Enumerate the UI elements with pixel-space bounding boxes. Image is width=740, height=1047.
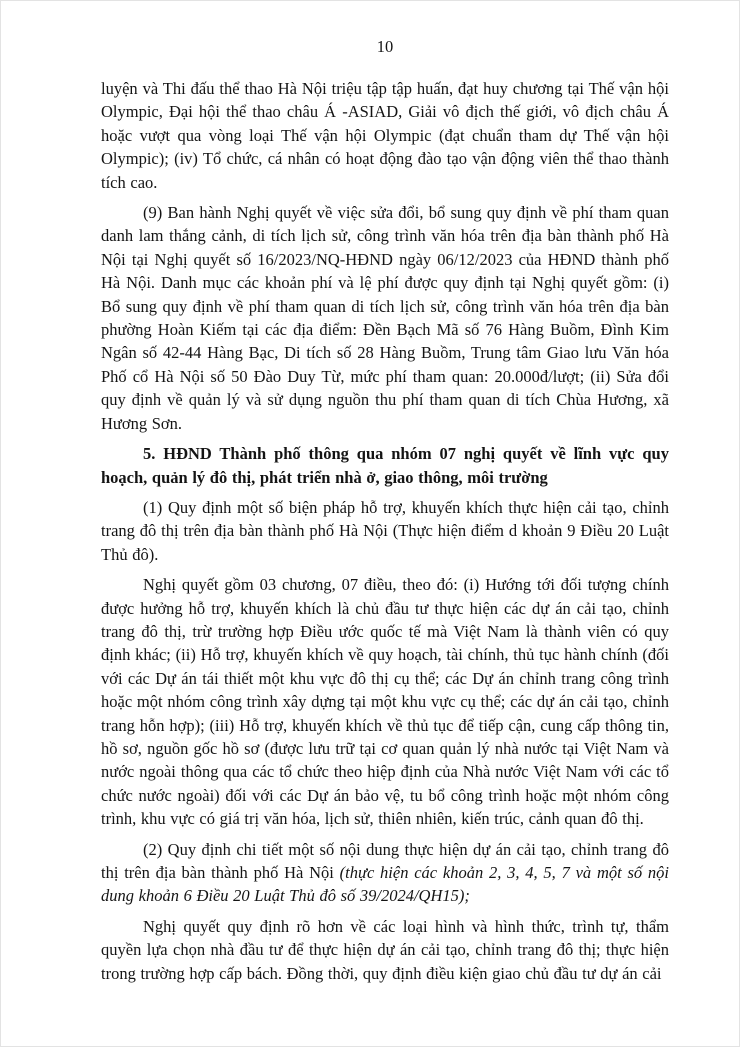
page-number: 10 [376,37,394,56]
paragraph-investor-selection: Nghị quyết quy định rõ hơn về các loại hình và hình thức, trình tự, thẩm quyền lựa chọn nhà đầu tư để thực hiện dự án cải tạo, chỉnh trang đô thị; thực hiện trong trường hợp cấp bách. Đồng thời, quy định điều kiện giao chủ đầu tư dự án cải [101,916,669,983]
paragraph-item-1-urban-renovation-support: (1) Quy định một số biện pháp hỗ trợ, khuyến khích thực hiện cải tạo, chỉnh trang đô thị trên địa bàn thành phố Hà Nội (Thực hiện điểm d khoản 9 Điều 20 Luật Thủ đô). [101,497,669,564]
paragraph-run-italic-legal-reference: (thực hiện các khoản 2, 3, 4, 5, 7 và một số nội dung khoản 6 Điều 20 Luật Thủ đô số 39/2024/QH15); [101,863,669,906]
paragraph-item-9-fees-resolution: (9) Ban hành Nghị quyết về việc sửa đổi, bổ sung quy định về phí tham quan danh lam thắng cảnh, di tích lịch sử, công trình văn hóa trên địa bàn thành phố Hà Nội tại Nghị quyết số 16/2023/NQ-HĐND ngày 06/12/2023 của HĐND thành phố Hà Nội. Danh mục các khoản phí và lệ phí được quy định tại Nghị quyết gồm: (i) Bổ sung quy định về phí tham quan di tích lịch sử, công trình văn hóa trên địa bàn phường Hoàn Kiếm tại các địa điểm: Đền Bạch Mã số 76 Hàng Buồm, Đình Kim Ngân số 42-44 Hàng Bạc, Di tích số 28 Hàng Buồm, Trung tâm Giao lưu Văn hóa Phố cổ Hà Nội số 50 Đào Duy Từ, mức phí tham quan: 20.000đ/lượt; (ii) Sửa đổi quy định về quản lý và sử dụng nguồn thu phí tham quan di tích Chùa Hương, xã Hương Sơn. [101,203,669,433]
paragraph-run-normal: (2) Quy định chi tiết một số nội dung thực hiện dự án cải tạo, chỉnh trang đô thị trên địa bàn thành phố Hà Nội [101,839,669,882]
paragraph-item-2-detailed-regulation [101,838,669,908]
paragraph-resolution-structure: Nghị quyết gồm 03 chương, 07 điều, theo đó: (i) Hướng tới đối tượng chính được hưởng hỗ trợ, khuyến khích là chủ đầu tư thực hiện các dự án cải tạo, chỉnh trang đô thị, trừ trường hợp Điều ước quốc tế mà Việt Nam là thành viên có quy định khác; (ii) Hỗ trợ, khuyến khích về quy hoạch, tài chính, thủ tục hành chính (đối với các Dự án tái thiết một khu vực đô thị cụ thể; các Dự án chỉnh trang công trình hoặc một nhóm công trình xây dựng tại một khu vực cụ thể; các dự án cải tạo, chỉnh trang hỗn hợp); (iii) Hỗ trợ, khuyến khích về thủ tục để tiếp cận, cung cấp thông tin, hồ sơ, nguồn gốc hồ sơ (được lưu trữ tại cơ quan quản lý nhà nước tại Việt Nam và nước ngoài thông qua các tổ chức theo hiệp định của Nhà nước Việt Nam với các tổ chức nước ngoài) đối với các Dự án bảo vệ, tu bổ công trình hoặc một nhóm công trình, khu vực có giá trị văn hóa, lịch sử, thiên nhiên, kiến trúc, cảnh quan đô thị. [101,575,669,829]
section-5-heading: 5. HĐND Thành phố thông qua nhóm 07 nghị quyết về lĩnh vực quy hoạch, quản lý đô thị, phát triển nhà ở, giao thông, môi trường [101,444,669,487]
document-body [101,77,669,992]
paragraph-continuation-sports-training: luyện và Thi đấu thể thao Hà Nội triệu tập tập huấn, đạt huy chương tại Thế vận hội Olympic, Đại hội thể thao châu Á -ASIAD, Giải vô địch thế giới, vô địch châu Á hoặc vượt qua vòng loại Thế vận hội Olympic (đạt chuẩn tham dự Thế vận hội Olympic); (iv) Tổ chức, cá nhân có hoạt động đào tạo vận động viên thể thao thành tích cao. [101,79,669,192]
